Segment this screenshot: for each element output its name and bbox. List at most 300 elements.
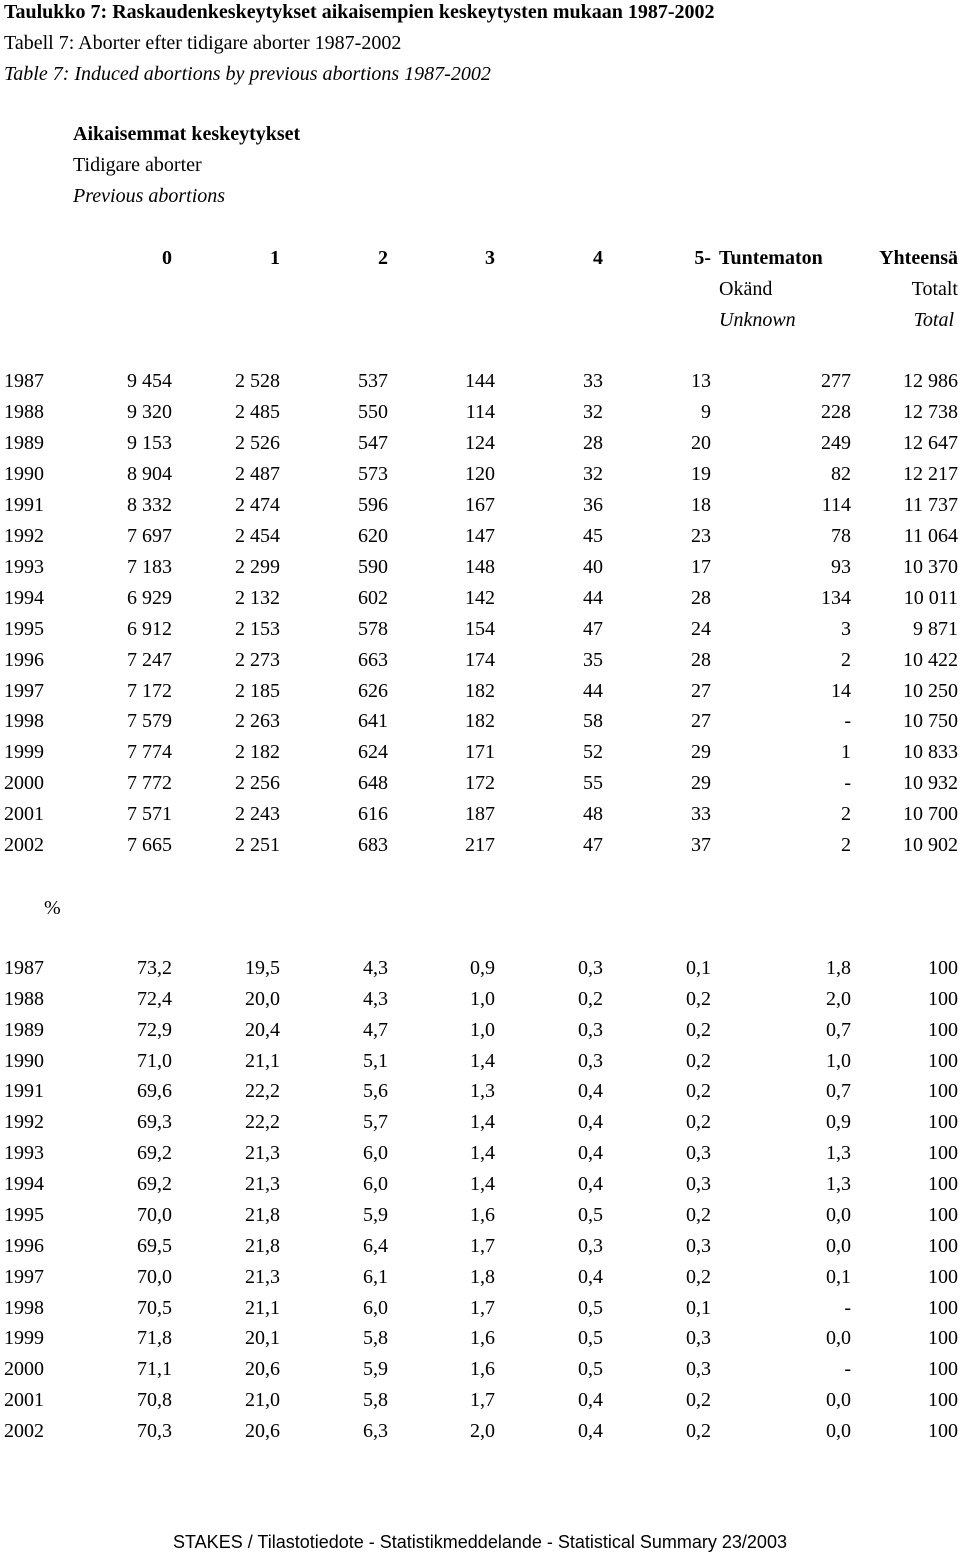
value-cell: 602 bbox=[358, 586, 388, 609]
value-cell: 550 bbox=[358, 400, 388, 423]
value-cell: 100 bbox=[928, 1111, 958, 1134]
value-cell: - bbox=[844, 710, 851, 733]
value-cell: 5,6 bbox=[363, 1080, 388, 1103]
count-row bbox=[0, 617, 960, 641]
count-row bbox=[0, 462, 960, 486]
value-cell: 21,1 bbox=[245, 1296, 280, 1319]
value-cell: 7 774 bbox=[127, 741, 172, 764]
year-cell: 1995 bbox=[4, 617, 44, 640]
value-cell: 70,0 bbox=[137, 1203, 172, 1226]
value-cell: 20,6 bbox=[245, 1420, 280, 1443]
group-heading-en: Previous abortions bbox=[73, 185, 226, 207]
value-cell: 14 bbox=[831, 679, 851, 702]
value-cell: 9 153 bbox=[127, 431, 172, 454]
value-cell: 6 929 bbox=[127, 586, 172, 609]
year-cell: 1988 bbox=[4, 400, 44, 423]
value-cell: 1,0 bbox=[470, 1018, 495, 1041]
percent-row bbox=[0, 1419, 960, 1443]
year-cell: 1990 bbox=[4, 462, 44, 485]
value-cell: 20,4 bbox=[245, 1018, 280, 1041]
value-cell: 0,9 bbox=[826, 1111, 851, 1134]
value-cell: 100 bbox=[928, 1049, 958, 1072]
value-cell: 1,6 bbox=[470, 1327, 495, 1350]
value-cell: 0,9 bbox=[470, 957, 495, 979]
value-cell: 2 485 bbox=[235, 400, 280, 423]
value-cell: 22,2 bbox=[245, 1080, 280, 1103]
value-cell: 0,2 bbox=[686, 1265, 711, 1288]
value-cell: 55 bbox=[583, 772, 603, 795]
value-cell: 0,3 bbox=[686, 1173, 711, 1196]
count-row bbox=[0, 431, 960, 455]
value-cell: 100 bbox=[928, 987, 958, 1010]
value-cell: 70,8 bbox=[137, 1389, 172, 1412]
value-cell: 0,1 bbox=[686, 957, 711, 979]
value-cell: 2 185 bbox=[235, 679, 280, 702]
value-cell: 2 bbox=[841, 648, 851, 671]
value-cell: 2 bbox=[841, 803, 851, 826]
value-cell: 20,6 bbox=[245, 1358, 280, 1381]
value-cell: 1,7 bbox=[470, 1234, 495, 1257]
value-cell: 5,9 bbox=[363, 1358, 388, 1381]
year-cell: 1987 bbox=[4, 370, 44, 392]
value-cell: 100 bbox=[928, 1142, 958, 1165]
value-cell: 100 bbox=[928, 1327, 958, 1350]
value-cell: 2 273 bbox=[235, 648, 280, 671]
value-cell: 10 250 bbox=[903, 679, 958, 702]
percent-row bbox=[0, 1018, 960, 1042]
col-header-4: 4 bbox=[593, 247, 603, 269]
value-cell: 648 bbox=[358, 772, 388, 795]
value-cell: 0,0 bbox=[826, 1234, 851, 1257]
value-cell: 21,0 bbox=[245, 1389, 280, 1412]
year-cell: 1993 bbox=[4, 1142, 44, 1165]
value-cell: 19,5 bbox=[245, 957, 280, 979]
value-cell: 21,3 bbox=[245, 1265, 280, 1288]
value-cell: 147 bbox=[465, 524, 495, 547]
value-cell: 6,0 bbox=[363, 1173, 388, 1196]
value-cell: 5,1 bbox=[363, 1049, 388, 1072]
count-row bbox=[0, 802, 960, 826]
percent-row bbox=[0, 1296, 960, 1320]
col-header-unknown-sv: Okänd bbox=[719, 278, 773, 300]
value-cell: 12 986 bbox=[903, 370, 958, 392]
value-cell: 0,3 bbox=[578, 1234, 603, 1257]
value-cell: 33 bbox=[583, 370, 603, 392]
value-cell: 21,3 bbox=[245, 1142, 280, 1165]
value-cell: 21,8 bbox=[245, 1203, 280, 1226]
value-cell: 100 bbox=[928, 1203, 958, 1226]
value-cell: 547 bbox=[358, 431, 388, 454]
value-cell: 100 bbox=[928, 1173, 958, 1196]
value-cell: 100 bbox=[928, 1358, 958, 1381]
value-cell: 114 bbox=[821, 493, 851, 516]
value-cell: 249 bbox=[821, 431, 851, 454]
year-cell: 1999 bbox=[4, 741, 44, 764]
value-cell: 0,3 bbox=[686, 1358, 711, 1381]
value-cell: 1,4 bbox=[470, 1111, 495, 1134]
year-cell: 2002 bbox=[4, 1420, 44, 1443]
value-cell: 20,1 bbox=[245, 1327, 280, 1350]
value-cell: 154 bbox=[465, 617, 495, 640]
value-cell: 6,4 bbox=[363, 1234, 388, 1257]
value-cell: 0,1 bbox=[686, 1296, 711, 1319]
value-cell: 182 bbox=[465, 679, 495, 702]
value-cell: 4,7 bbox=[363, 1018, 388, 1041]
value-cell: - bbox=[844, 772, 851, 795]
value-cell: 8 332 bbox=[127, 493, 172, 516]
value-cell: 28 bbox=[691, 648, 711, 671]
value-cell: 100 bbox=[928, 1234, 958, 1257]
value-cell: 22,2 bbox=[245, 1111, 280, 1134]
value-cell: 624 bbox=[358, 741, 388, 764]
value-cell: 0,0 bbox=[826, 1327, 851, 1350]
value-cell: 0,0 bbox=[826, 1389, 851, 1412]
value-cell: 0,3 bbox=[686, 1142, 711, 1165]
value-cell: 40 bbox=[583, 555, 603, 578]
year-cell: 1997 bbox=[4, 679, 44, 702]
value-cell: 23 bbox=[691, 524, 711, 547]
value-cell: 7 183 bbox=[127, 555, 172, 578]
value-cell: 2 182 bbox=[235, 741, 280, 764]
col-header-0: 0 bbox=[162, 247, 172, 269]
value-cell: 1,7 bbox=[470, 1389, 495, 1412]
value-cell: 93 bbox=[831, 555, 851, 578]
year-cell: 1994 bbox=[4, 586, 44, 609]
value-cell: 1,6 bbox=[470, 1203, 495, 1226]
year-cell: 1990 bbox=[4, 1049, 44, 1072]
value-cell: 0,3 bbox=[578, 1018, 603, 1041]
value-cell: 10 902 bbox=[903, 834, 958, 857]
value-cell: 2 bbox=[841, 834, 851, 857]
year-cell: 2001 bbox=[4, 803, 44, 826]
value-cell: 58 bbox=[583, 710, 603, 733]
value-cell: 72,4 bbox=[137, 987, 172, 1010]
value-cell: 6,0 bbox=[363, 1142, 388, 1165]
value-cell: 182 bbox=[465, 710, 495, 733]
value-cell: 10 833 bbox=[903, 741, 958, 764]
value-cell: 5,7 bbox=[363, 1111, 388, 1134]
value-cell: 9 454 bbox=[127, 370, 172, 392]
value-cell: 2 132 bbox=[235, 586, 280, 609]
value-cell: 100 bbox=[928, 1296, 958, 1319]
percent-row bbox=[0, 987, 960, 1011]
value-cell: 7 772 bbox=[127, 772, 172, 795]
value-cell: 2,0 bbox=[470, 1420, 495, 1443]
value-cell: 1,6 bbox=[470, 1358, 495, 1381]
value-cell: 82 bbox=[831, 462, 851, 485]
value-cell: 37 bbox=[691, 834, 711, 857]
value-cell: 0,4 bbox=[578, 1389, 603, 1412]
value-cell: 0,3 bbox=[686, 1327, 711, 1350]
value-cell: 0,2 bbox=[686, 1389, 711, 1412]
value-cell: 8 904 bbox=[127, 462, 172, 485]
value-cell: 70,5 bbox=[137, 1296, 172, 1319]
year-cell: 1998 bbox=[4, 710, 44, 733]
count-row bbox=[0, 771, 960, 795]
value-cell: 1,0 bbox=[470, 987, 495, 1010]
value-cell: 0,5 bbox=[578, 1327, 603, 1350]
year-cell: 1987 bbox=[4, 957, 44, 979]
value-cell: 0,0 bbox=[826, 1203, 851, 1226]
value-cell: 45 bbox=[583, 524, 603, 547]
count-row bbox=[0, 648, 960, 672]
value-cell: 28 bbox=[691, 586, 711, 609]
col-header-total-en: Total bbox=[913, 309, 954, 331]
value-cell: 10 422 bbox=[903, 648, 958, 671]
col-header-unknown-fi: Tuntematon bbox=[719, 247, 823, 269]
value-cell: 6,1 bbox=[363, 1265, 388, 1288]
value-cell: 167 bbox=[465, 493, 495, 516]
value-cell: 2 299 bbox=[235, 555, 280, 578]
value-cell: 626 bbox=[358, 679, 388, 702]
percent-row bbox=[0, 1079, 960, 1103]
value-cell: 100 bbox=[928, 1420, 958, 1443]
count-row bbox=[0, 679, 960, 703]
value-cell: 124 bbox=[465, 431, 495, 454]
value-cell: 69,5 bbox=[137, 1234, 172, 1257]
value-cell: 114 bbox=[465, 400, 495, 423]
value-cell: 7 579 bbox=[127, 710, 172, 733]
value-cell: 44 bbox=[583, 679, 603, 702]
value-cell: 120 bbox=[465, 462, 495, 485]
value-cell: 1,3 bbox=[470, 1080, 495, 1103]
value-cell: 4,3 bbox=[363, 957, 388, 979]
value-cell: 0,2 bbox=[686, 1420, 711, 1443]
percent-row bbox=[0, 956, 960, 980]
value-cell: 52 bbox=[583, 741, 603, 764]
value-cell: 578 bbox=[358, 617, 388, 640]
percent-label: % bbox=[44, 897, 61, 919]
col-header-3: 3 bbox=[485, 247, 495, 269]
value-cell: 21,8 bbox=[245, 1234, 280, 1257]
value-cell: 2 487 bbox=[235, 462, 280, 485]
value-cell: 69,3 bbox=[137, 1111, 172, 1134]
value-cell: 18 bbox=[691, 493, 711, 516]
value-cell: 1,4 bbox=[470, 1173, 495, 1196]
value-cell: 13 bbox=[691, 370, 711, 392]
value-cell: 100 bbox=[928, 1018, 958, 1041]
value-cell: 1 bbox=[841, 741, 851, 764]
value-cell: 0,5 bbox=[578, 1296, 603, 1319]
percent-row bbox=[0, 1388, 960, 1412]
value-cell: 0,2 bbox=[686, 1203, 711, 1226]
percent-row bbox=[0, 1326, 960, 1350]
value-cell: 217 bbox=[465, 834, 495, 857]
col-header-2: 2 bbox=[378, 247, 388, 269]
col-header-5plus: 5- bbox=[694, 247, 711, 269]
value-cell: 277 bbox=[821, 370, 851, 392]
value-cell: 10 750 bbox=[903, 710, 958, 733]
value-cell: 2,0 bbox=[826, 987, 851, 1010]
value-cell: 663 bbox=[358, 648, 388, 671]
count-row bbox=[0, 524, 960, 548]
count-row bbox=[0, 709, 960, 733]
value-cell: 228 bbox=[821, 400, 851, 423]
group-heading-sv: Tidigare aborter bbox=[73, 154, 202, 176]
value-cell: 20,0 bbox=[245, 987, 280, 1010]
value-cell: 187 bbox=[465, 803, 495, 826]
value-cell: 7 571 bbox=[127, 803, 172, 826]
count-row bbox=[0, 369, 960, 393]
year-cell: 2000 bbox=[4, 772, 44, 795]
value-cell: 174 bbox=[465, 648, 495, 671]
value-cell: 69,2 bbox=[137, 1142, 172, 1165]
value-cell: 28 bbox=[583, 431, 603, 454]
value-cell: 9 320 bbox=[127, 400, 172, 423]
year-cell: 1991 bbox=[4, 1080, 44, 1103]
value-cell: 100 bbox=[928, 1080, 958, 1103]
value-cell: 0,7 bbox=[826, 1080, 851, 1103]
year-cell: 1992 bbox=[4, 524, 44, 547]
value-cell: 70,0 bbox=[137, 1265, 172, 1288]
value-cell: 10 370 bbox=[903, 555, 958, 578]
value-cell: 10 011 bbox=[903, 586, 958, 609]
value-cell: 0,2 bbox=[686, 1018, 711, 1041]
value-cell: 11 737 bbox=[903, 493, 958, 516]
page-footer: STAKES / Tilastotiedote - Statistikmeddelande - Statistical Summary 23/2003 bbox=[173, 1532, 787, 1552]
count-row bbox=[0, 833, 960, 857]
value-cell: 19 bbox=[691, 462, 711, 485]
value-cell: 32 bbox=[583, 400, 603, 423]
table-title-fi: Taulukko 7: Raskaudenkeskeytykset aikaisempien keskeytysten mukaan 1987-2002 bbox=[4, 1, 715, 23]
value-cell: 11 064 bbox=[903, 524, 958, 547]
value-cell: 5,8 bbox=[363, 1327, 388, 1350]
value-cell: 0,3 bbox=[578, 957, 603, 979]
year-cell: 1997 bbox=[4, 1265, 44, 1288]
percent-row bbox=[0, 1234, 960, 1258]
value-cell: 70,3 bbox=[137, 1420, 172, 1443]
value-cell: 7 665 bbox=[127, 834, 172, 857]
value-cell: 73,2 bbox=[137, 957, 172, 979]
value-cell: 9 bbox=[701, 400, 711, 423]
value-cell: 0,7 bbox=[826, 1018, 851, 1041]
value-cell: 573 bbox=[358, 462, 388, 485]
value-cell: 69,6 bbox=[137, 1080, 172, 1103]
value-cell: 0,4 bbox=[578, 1111, 603, 1134]
value-cell: 1,3 bbox=[826, 1142, 851, 1165]
value-cell: 21,1 bbox=[245, 1049, 280, 1072]
value-cell: 641 bbox=[358, 710, 388, 733]
value-cell: 2 251 bbox=[235, 834, 280, 857]
value-cell: 0,2 bbox=[686, 1080, 711, 1103]
value-cell: 0,2 bbox=[686, 987, 711, 1010]
count-row bbox=[0, 740, 960, 764]
value-cell: 0,2 bbox=[686, 1111, 711, 1134]
value-cell: 0,5 bbox=[578, 1358, 603, 1381]
value-cell: 100 bbox=[928, 1265, 958, 1288]
value-cell: 0,4 bbox=[578, 1420, 603, 1443]
value-cell: 142 bbox=[465, 586, 495, 609]
value-cell: 537 bbox=[358, 370, 388, 392]
value-cell: 32 bbox=[583, 462, 603, 485]
year-cell: 2001 bbox=[4, 1389, 44, 1412]
value-cell: 29 bbox=[691, 741, 711, 764]
value-cell: 69,2 bbox=[137, 1173, 172, 1196]
percent-row bbox=[0, 1049, 960, 1073]
value-cell: 0,1 bbox=[826, 1265, 851, 1288]
percent-row bbox=[0, 1265, 960, 1289]
percent-row bbox=[0, 1357, 960, 1381]
value-cell: - bbox=[844, 1358, 851, 1381]
value-cell: 0,2 bbox=[578, 987, 603, 1010]
value-cell: 36 bbox=[583, 493, 603, 516]
value-cell: 9 871 bbox=[913, 617, 958, 640]
percent-row bbox=[0, 1203, 960, 1227]
value-cell: 1,0 bbox=[826, 1049, 851, 1072]
value-cell: 72,9 bbox=[137, 1018, 172, 1041]
percent-row bbox=[0, 1110, 960, 1134]
value-cell: 0,4 bbox=[578, 1173, 603, 1196]
table-title-sv: Tabell 7: Aborter efter tidigare aborter 1987-2002 bbox=[4, 32, 402, 54]
value-cell: 590 bbox=[358, 555, 388, 578]
value-cell: - bbox=[844, 1296, 851, 1319]
col-header-total-fi: Yhteensä bbox=[879, 247, 958, 269]
col-header-unknown-en: Unknown bbox=[719, 309, 796, 331]
value-cell: 0,4 bbox=[578, 1142, 603, 1165]
value-cell: 148 bbox=[465, 555, 495, 578]
value-cell: 596 bbox=[358, 493, 388, 516]
count-row bbox=[0, 400, 960, 424]
year-cell: 1995 bbox=[4, 1203, 44, 1226]
value-cell: 172 bbox=[465, 772, 495, 795]
value-cell: 71,0 bbox=[137, 1049, 172, 1072]
value-cell: 48 bbox=[583, 803, 603, 826]
value-cell: 0,4 bbox=[578, 1265, 603, 1288]
group-heading-fi: Aikaisemmat keskeytykset bbox=[73, 123, 301, 145]
value-cell: 71,8 bbox=[137, 1327, 172, 1350]
value-cell: 683 bbox=[358, 834, 388, 857]
count-row bbox=[0, 586, 960, 610]
value-cell: 21,3 bbox=[245, 1173, 280, 1196]
value-cell: 0,3 bbox=[578, 1049, 603, 1072]
value-cell: 20 bbox=[691, 431, 711, 454]
value-cell: 47 bbox=[583, 834, 603, 857]
value-cell: 7 172 bbox=[127, 679, 172, 702]
year-cell: 1993 bbox=[4, 555, 44, 578]
value-cell: 7 247 bbox=[127, 648, 172, 671]
value-cell: 47 bbox=[583, 617, 603, 640]
value-cell: 2 528 bbox=[235, 370, 280, 392]
value-cell: 616 bbox=[358, 803, 388, 826]
value-cell: 0,0 bbox=[826, 1420, 851, 1443]
value-cell: 2 474 bbox=[235, 493, 280, 516]
col-header-1: 1 bbox=[270, 247, 280, 269]
value-cell: 2 454 bbox=[235, 524, 280, 547]
value-cell: 44 bbox=[583, 586, 603, 609]
value-cell: 2 153 bbox=[235, 617, 280, 640]
value-cell: 27 bbox=[691, 679, 711, 702]
year-cell: 1994 bbox=[4, 1173, 44, 1196]
value-cell: 0,5 bbox=[578, 1203, 603, 1226]
value-cell: 33 bbox=[691, 803, 711, 826]
value-cell: 7 697 bbox=[127, 524, 172, 547]
value-cell: 100 bbox=[928, 957, 958, 979]
value-cell: 1,8 bbox=[826, 957, 851, 979]
value-cell: 78 bbox=[831, 524, 851, 547]
value-cell: 12 738 bbox=[903, 400, 958, 423]
value-cell: 5,8 bbox=[363, 1389, 388, 1412]
value-cell: 0,3 bbox=[686, 1234, 711, 1257]
value-cell: 3 bbox=[841, 617, 851, 640]
value-cell: 6,0 bbox=[363, 1296, 388, 1319]
value-cell: 71,1 bbox=[137, 1358, 172, 1381]
value-cell: 17 bbox=[691, 555, 711, 578]
year-cell: 2000 bbox=[4, 1358, 44, 1381]
count-row bbox=[0, 493, 960, 517]
value-cell: 10 700 bbox=[903, 803, 958, 826]
value-cell: 1,8 bbox=[470, 1265, 495, 1288]
year-cell: 1996 bbox=[4, 648, 44, 671]
